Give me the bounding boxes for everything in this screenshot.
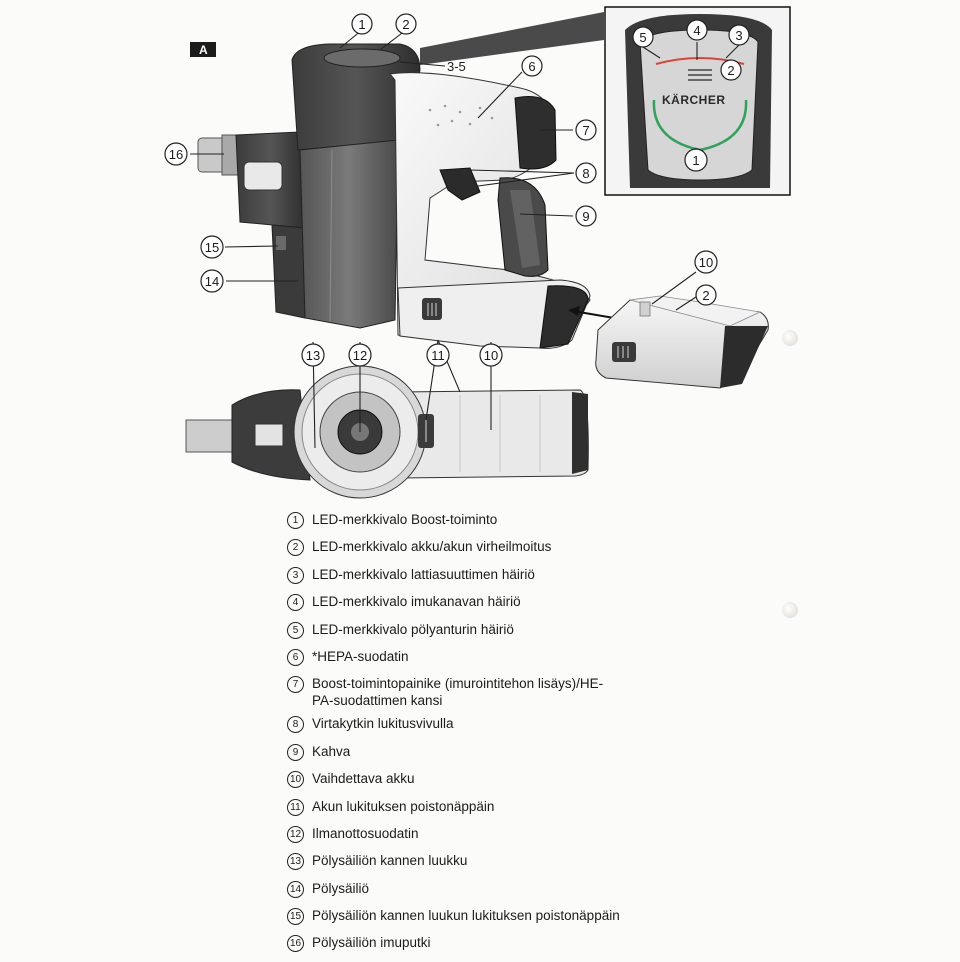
legend-number: 12 (287, 826, 304, 843)
legend-number: 4 (287, 594, 304, 611)
callout-7 (576, 120, 596, 140)
callout-battery-10 (695, 251, 717, 273)
legend-number: 6 (287, 649, 304, 666)
callout-battery-2 (696, 285, 716, 305)
svg-text:8: 8 (582, 166, 590, 181)
legend-text: Boost-toimintopainike (imurointitehon lisäys)/HE- PA-suodattimen kansi (312, 676, 604, 709)
legend-text: LED-merkkivalo akku/akun virheilmoitus (312, 539, 552, 555)
legend-number: 3 (287, 567, 304, 584)
legend-text: Pölysäiliön kannen luukun lukituksen poistonäppäin (312, 908, 620, 924)
legend-item (287, 593, 707, 611)
legend-number: 13 (287, 853, 304, 870)
legend-number: 14 (287, 881, 304, 898)
callout-11 (427, 344, 449, 366)
decorative-dot (782, 602, 798, 618)
legend-item (287, 675, 707, 709)
svg-text:4: 4 (693, 23, 701, 38)
legend-item (287, 648, 707, 666)
svg-text:5: 5 (639, 30, 647, 45)
legend-item (287, 566, 707, 584)
callout-detail-4 (687, 20, 707, 40)
legend-number: 9 (287, 744, 304, 761)
callout-15 (201, 236, 223, 258)
callout-6 (522, 56, 542, 76)
brand-logo: KÄRCHER (662, 93, 726, 107)
legend-text: Kahva (312, 743, 351, 759)
svg-text:14: 14 (204, 274, 220, 289)
svg-text:3: 3 (735, 28, 743, 43)
callout-detail-2 (721, 60, 741, 80)
legend-text: LED-merkkivalo pölyanturin häiriö (312, 621, 514, 637)
legend-item (287, 621, 707, 639)
svg-text:12: 12 (352, 348, 368, 363)
svg-text:2: 2 (727, 63, 735, 78)
legend-number: 1 (287, 512, 304, 529)
legend-number: 5 (287, 622, 304, 639)
svg-text:2: 2 (402, 17, 410, 32)
callout-12 (349, 344, 371, 366)
legend-number: 15 (287, 908, 304, 925)
legend-text: Pölysäiliön imuputki (312, 935, 431, 951)
svg-text:9: 9 (582, 209, 590, 224)
vacuum-side-view (198, 44, 590, 348)
callout-10 (480, 344, 502, 366)
legend-text: Ilmanottosuodatin (312, 825, 419, 841)
svg-text:13: 13 (305, 348, 321, 363)
svg-text:2: 2 (702, 288, 710, 303)
legend-text: LED-merkkivalo imukanavan häiriö (312, 594, 521, 610)
legend-item (287, 880, 707, 898)
callout-16 (165, 143, 187, 165)
svg-text:10: 10 (698, 255, 714, 270)
svg-text:7: 7 (582, 123, 590, 138)
legend-text: Virtakytkin lukitusvivulla (312, 716, 454, 732)
callout-detail-3 (729, 25, 749, 45)
svg-text:10: 10 (483, 348, 499, 363)
callout-13 (302, 344, 324, 366)
callout-2 (396, 14, 416, 34)
figure-tag (190, 42, 216, 57)
legend-number: 11 (287, 799, 304, 816)
legend-item (287, 770, 707, 788)
callout-detail-5 (633, 27, 653, 47)
legend-text: *HEPA-suodatin (312, 648, 409, 664)
legend-item (287, 852, 707, 870)
legend-text: Vaihdettava akku (312, 771, 415, 787)
legend-number: 8 (287, 716, 304, 733)
legend-number: 16 (287, 935, 304, 952)
legend-item (287, 743, 707, 761)
legend-text: Pölysäiliön kannen luukku (312, 853, 468, 869)
legend-number: 7 (287, 676, 304, 693)
legend-text: LED-merkkivalo lattiasuuttimen häiriö (312, 566, 535, 582)
svg-text:15: 15 (204, 240, 220, 255)
callout-9 (576, 206, 596, 226)
legend-item (287, 715, 707, 733)
legend-text: Akun lukituksen poistonäppäin (312, 798, 495, 814)
legend-item (287, 798, 707, 816)
svg-text:1: 1 (358, 17, 366, 32)
legend-text: LED-merkkivalo Boost-toiminto (312, 512, 498, 527)
parts-legend (287, 511, 707, 962)
callout-1 (352, 14, 372, 34)
svg-text:6: 6 (528, 59, 536, 74)
legend-text: Pölysäiliö (312, 880, 370, 896)
callout-14 (201, 270, 223, 292)
legend-item (287, 538, 707, 556)
svg-text:11: 11 (431, 348, 445, 363)
legend-item (287, 511, 707, 529)
figure-tag-label: A (199, 43, 208, 57)
callout-3-5 (447, 59, 466, 74)
svg-text:16: 16 (168, 147, 184, 162)
decorative-dot (782, 330, 798, 346)
detached-battery (596, 296, 769, 388)
legend-item (287, 825, 707, 843)
legend-item (287, 934, 707, 952)
callout-8 (576, 163, 596, 183)
svg-text:1: 1 (692, 153, 700, 168)
svg-text:3-5: 3-5 (447, 59, 466, 74)
legend-number: 2 (287, 539, 304, 556)
legend-number: 10 (287, 771, 304, 788)
vacuum-top-view (186, 366, 588, 498)
callout-detail-1 (685, 149, 707, 171)
legend-item (287, 907, 707, 925)
